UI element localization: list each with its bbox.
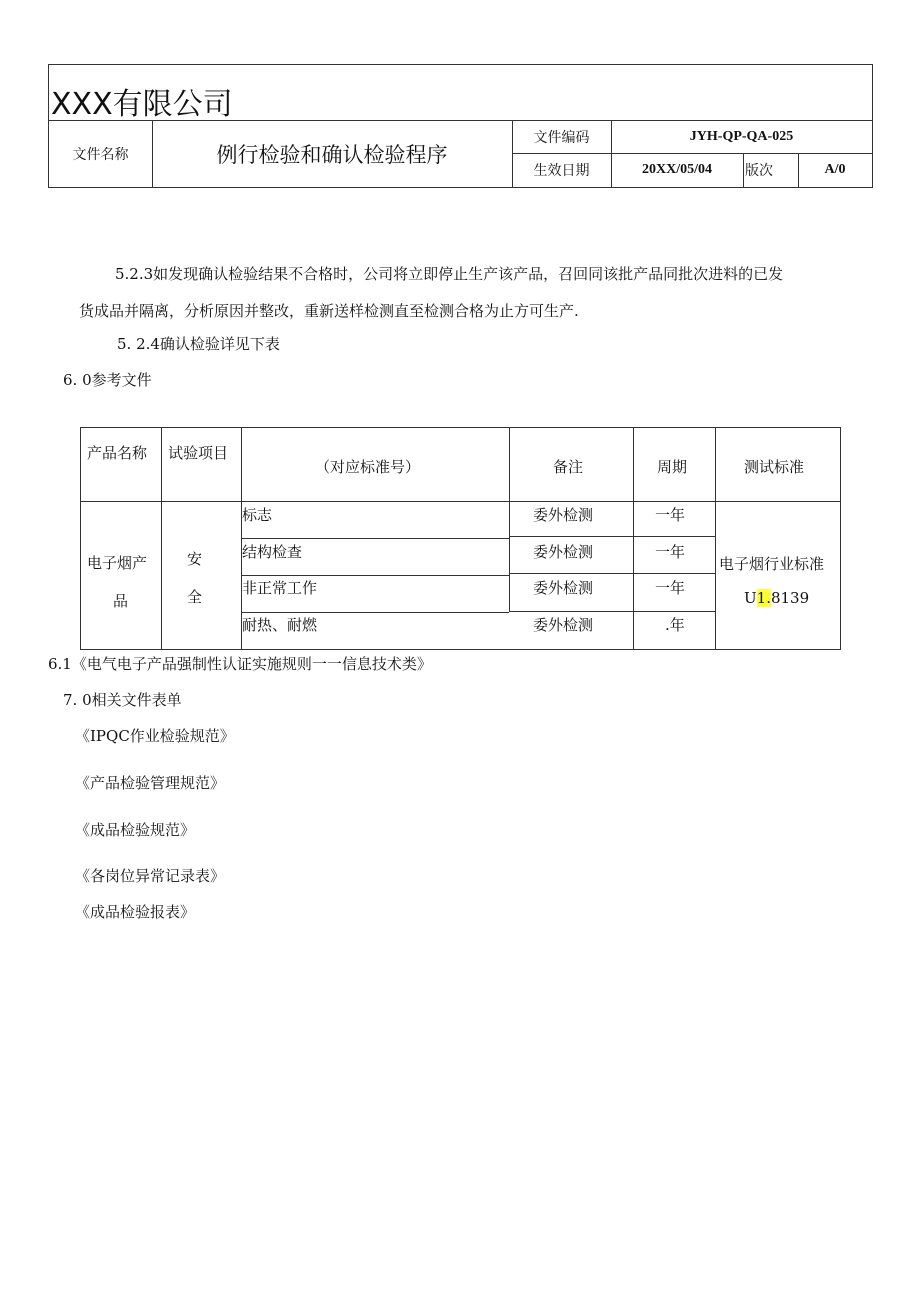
form-list-item: 《产品检验管理规范》 [75,774,226,792]
version-label: 版次 [745,163,773,179]
reference-6-1: 6.1《电气电子产品强制性认证实施规则一一信息技术类》 [48,655,432,673]
form-list-item: 《IPQC作业检验规范》 [75,727,235,745]
section-7-heading: 7. 0相关文件表单 [63,691,182,709]
clause-5-2-4: 5. 2.4确认检验详见下表 [117,335,280,353]
company-name: XXX有限公司 [51,87,233,122]
row-note: 委外检测 [533,616,594,634]
inspection-table [80,427,841,650]
product-name-line2: 品 [113,592,129,610]
doc-code-label: 文件编码 [533,129,590,146]
document-header [48,64,873,188]
test-item-line2: 全 [187,588,203,606]
test-standard-suffix: 8139 [770,589,810,607]
form-list-item: 《各岗位异常记录表》 [75,867,226,885]
effective-date: 20XX/05/04 [642,162,712,177]
test-standard-line2 [744,589,809,607]
row-period: 一年 [655,543,686,561]
row-period: 一年 [655,579,686,597]
row-item: 非正常工作 [242,579,318,597]
col-product-name: 产品名称 [87,444,148,462]
row-item: 结构检查 [242,543,303,561]
row-period: 一年 [655,506,686,524]
clause-5-2-3-line2: 货成品并隔离，分析原因并整改，重新送样检测直至检测合格为止方可生产. [79,302,579,320]
row-period: .年 [665,616,685,634]
test-standard-prefix: U [744,589,757,607]
effective-date-label: 生效日期 [533,163,590,179]
row-item: 标志 [242,506,273,524]
col-period: 周期 [657,458,688,476]
form-list-item: 《成品检验规范》 [75,821,196,839]
row-item: 耐热、耐燃 [242,616,318,634]
row-note: 委外检测 [533,506,594,524]
row-note: 委外检测 [533,579,594,597]
test-item-line1: 安 [187,550,203,568]
col-test-item: 试验项目 [168,444,229,462]
section-6-heading: 6. 0参考文件 [63,371,152,389]
col-standard-no: （对应标准号） [315,458,421,476]
row-note: 委外检测 [533,543,594,561]
version-value: A/0 [824,162,846,177]
test-standard-line1: 电子烟行业标准 [719,555,825,573]
doc-name-label: 文件名称 [72,146,129,163]
doc-code: JYH-QP-QA-025 [689,128,794,144]
product-name-line1: 电子烟产 [87,554,148,572]
col-test-standard: 测试标准 [744,458,805,476]
form-list-item: 《成品检验报表》 [75,903,196,921]
test-standard-highlight: 1. [756,589,771,607]
clause-5-2-3-line1: 5.2.3如发现确认检验结果不合格时，公司将立即停止生产该产品，召回同该批产品同批次进料的已发 [115,265,784,283]
col-remark: 备注 [553,458,584,476]
doc-title: 例行检验和确认检验程序 [216,142,448,167]
